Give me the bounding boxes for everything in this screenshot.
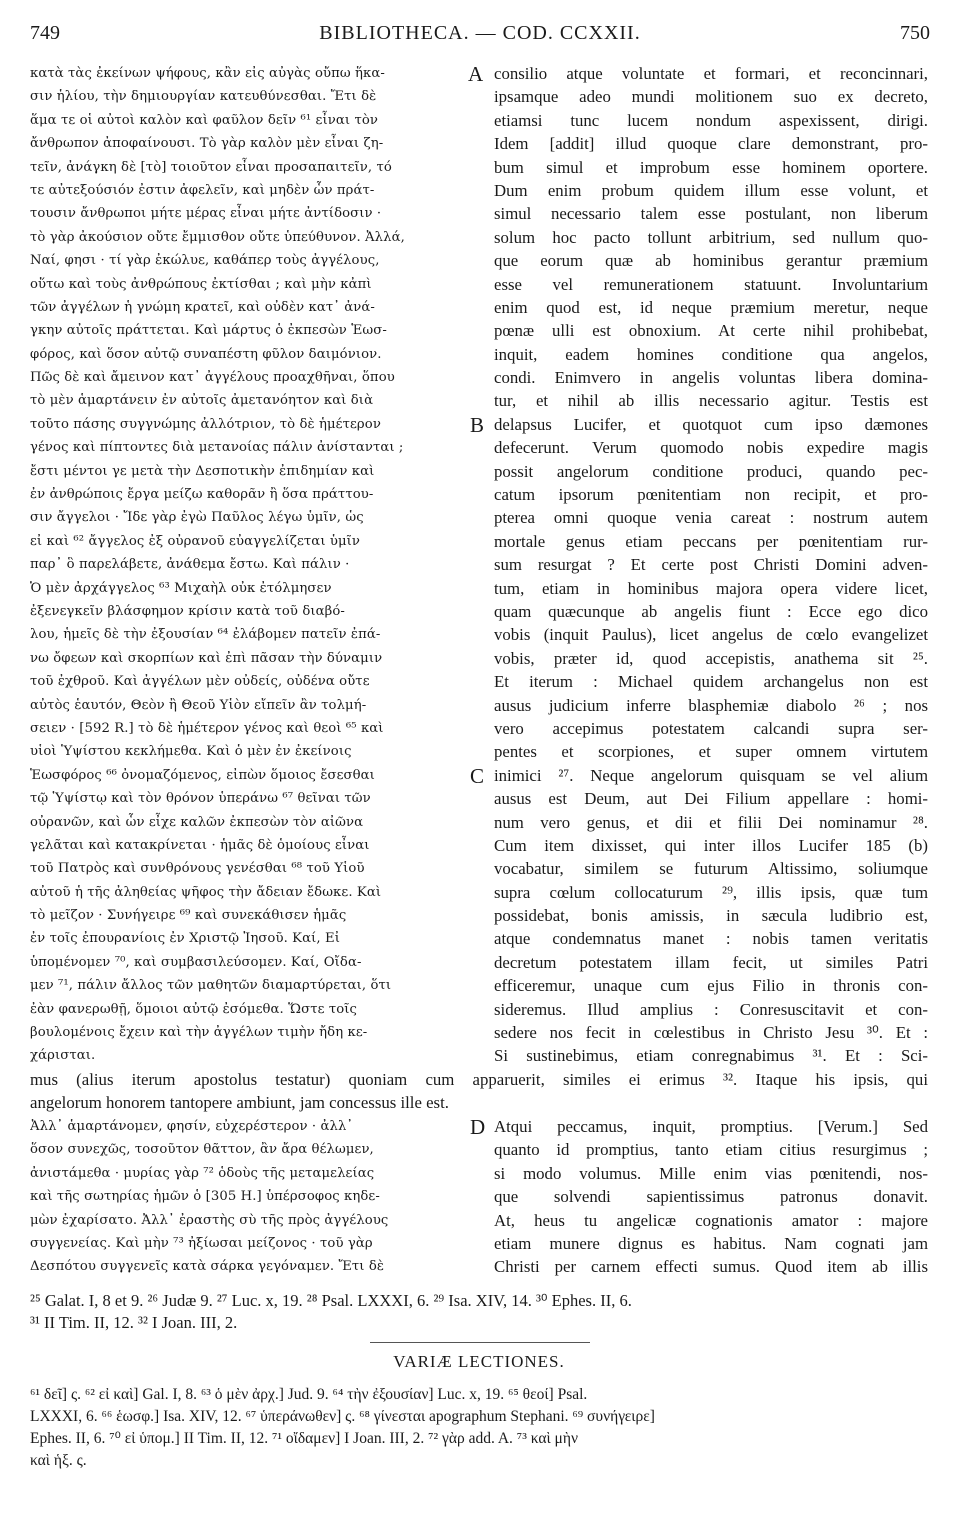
greek-text-line: ἐὰν φανερωθῇ, ὅμοιοι αὐτῷ ἐσόμεθα. Ὥστε τοῖς — [30, 1001, 358, 1017]
greek-text-line: τεῖν, ἀνάγκη δὲ [τὸ] τοιοῦτον εἶναι προσαπαιτεῖν, τό — [30, 159, 392, 175]
latin-text-line: Si sustinebimus, etiam conregnabimus ³¹. Et : Sci- — [494, 1046, 928, 1066]
greek-text-line: ὑπομένομεν ⁷⁰, καὶ συμβασιλεύσομεν. Καί, Οἴδα- — [30, 954, 362, 970]
greek-text-line: κατὰ τὰς ἐκείνων ψήφους, κἂν εἰς αὐγὰς οὔπω ἥκα- — [30, 66, 385, 81]
latin-text-line: quam quæcunque ab angelis fiunt : Ecce ego dico — [494, 601, 928, 621]
greek-text-line: οὐρανῶν, καὶ ὧν εἶχε καλῶν ἐκπεσὼν τὸν αἰῶνα — [30, 814, 364, 830]
greek-text-line: Ναί, φησι · τί γὰρ ἐκώλυε, καθάπερ τοὺς ἀγγέλους, — [30, 253, 380, 269]
page-number-left: 749 — [30, 22, 60, 44]
latin-text-line: consilio atque voluntate et formari, et reconcinnari, — [494, 64, 928, 83]
greek-text-line: Ἀλλ᾽ ἁμαρτάνομεν, φησίν, εὐχερέστερον · ἀλλ᾽ — [30, 1119, 354, 1134]
latin-text-line: supra cœlum collocaturum ²⁹, illis ipsis, quæ tum — [494, 882, 928, 902]
greek-text-line: παρ᾽ ὃ παρελάβετε, ἀνάθεμα ἔστω. Καὶ πάλιν · — [30, 557, 350, 573]
latin-text-line: inimici ²⁷. Neque angelorum quisquam se vel alium — [494, 765, 928, 785]
greek-column-lower — [30, 1115, 468, 1279]
greek-text-line: σιν ἡλίου, τὴν δημιουργίαν κατευθύνεσθαι. Ἔτι δὲ — [30, 89, 377, 105]
latin-text-line: etiamsi tunc lucem nondum aspexissent, dirigi. — [494, 110, 928, 130]
greek-text-line: τῶν ἀγγέλων ἡ γνώμη κρατεῖ, καὶ οὐδὲν κατ᾽ ἀνά- — [30, 299, 375, 315]
latin-text-line: pterea omni quoque venia careat : nostrum autem — [494, 508, 928, 528]
margin-marker-c: C — [470, 764, 485, 788]
full-text-line: angelorum honorem tantopere ambiunt, jam concessus ille est. — [30, 1093, 449, 1113]
greek-text-line: μεν ⁷¹, πάλιν ἄλλος τῶν μαθητῶν διαμαρτύρεται, ὅτι — [30, 978, 392, 994]
greek-text-line: χάρισται. — [30, 1048, 96, 1064]
latin-text-line: Atqui peccamus, inquit, promptius. [Verum.] Sed — [494, 1117, 928, 1136]
latin-text-line: solum hoc pacto tollunt arbitrium, sed nullum quo- — [494, 227, 928, 247]
latin-text-line: sedere nos fecit in cœlestibus in Christo Jesu ³⁰. Et : — [494, 1023, 928, 1043]
latin-text-line: Dum enim probum quidem illum esse volunt, et — [494, 180, 928, 200]
latin-text-line: inquit, eadem homines conditione qua angelos, — [494, 344, 928, 364]
greek-text-line: γκην αὐτοῖς πράττεται. Καὶ μάρτυς ὁ ἐκπεσὼν Ἑωσ- — [30, 323, 387, 339]
footnotes — [30, 1290, 930, 1334]
greek-text-line: οὕτω καὶ τοὺς ἀνθρώπους ἐκτίσθαι ; καὶ μὴν κἀπὶ — [30, 276, 372, 292]
latin-column — [494, 62, 928, 1068]
greek-text-line: φόρος, καὶ ὅσον αὐτῷ συναπέστη φῦλον δαιμόνιον. — [30, 346, 382, 362]
greek-text-line: γένος καὶ πίπτοντες διὰ μετανοίας πάλιν ἀνίστανται ; — [30, 440, 404, 456]
latin-text-line: etiam munere dignus es habitus. Nam cognati jam — [494, 1233, 928, 1253]
greek-text-line: ἐν ἀνθρώποις ἔργα μείζω καθορᾶν ἢ ὅσα πράττου- — [30, 487, 374, 503]
variant-reading-line: ⁶¹ δεῖ] ς. ⁶² εἰ καὶ] Gal. I, 8. ⁶³ ὁ μὲν ἀρχ.] Jud. 9. ⁶⁴ τὴν ἐξουσίαν] Luc. x, 19. ⁶⁵ θεοί] Psal. — [30, 1386, 588, 1403]
greek-text-line: τὸ μεῖζον · Συνήγειρε ⁶⁹ καὶ συνεκάθισεν ἡμᾶς — [30, 908, 347, 924]
latin-text-line: possidebat, bonis amissis, in sæcula ludibrio est, — [494, 906, 928, 926]
greek-text-line: καὶ τῆς σωτηρίας ἡμῶν ὁ [305 H.] ὑπέρσοφος κηδε- — [30, 1189, 380, 1205]
greek-text-line: τοῦ ἐχθροῦ. Καὶ ἀγγέλων μὲν οὐδείς, οὐδένα οὔτε — [30, 674, 370, 690]
greek-text-line: λου, ἡμεῖς δὲ τὴν ἐξουσίαν ⁶⁴ ἐλάβομεν πατεῖν ἐπά- — [30, 627, 381, 643]
page-title: BIBLIOTHECA. — COD. CCXXII. — [319, 22, 641, 44]
greek-text-line: τὸ μὲν ἁμαρτάνειν ἐν αὐτοῖς ἀμετανόητον καὶ διὰ — [30, 393, 374, 409]
greek-text-line: γελᾶται καὶ κατακρίνεται · ἡμᾶς δὲ ὁμοίους εἶναι — [30, 837, 370, 853]
latin-text-line: si modo volumus. Mille enim vias pœnitendi, nos- — [494, 1163, 928, 1183]
greek-text-line: Ὁ μὲν ἀρχάγγελος ⁶³ Μιχαὴλ οὐκ ἐτόλμησεν — [30, 580, 332, 596]
footnote-line: ²⁵ Galat. I, 8 et 9. ²⁶ Judæ 9. ²⁷ Luc. x, 19. ²⁸ Psal. LXXXI, 6. ²⁹ Isa. XIV, 14. ³⁰ Ephes. II, 6. — [30, 1291, 632, 1310]
greek-text-line: τοῦτο πάσης συγγνώμης ἀλλότριον, τὸ δὲ ἡμέτερον — [30, 416, 381, 432]
latin-text-line: quanto id promptius, tanto etiam citius resurgimus ; — [494, 1140, 928, 1160]
greek-text-line: αὐτὸς ἑαυτόν, Θεὸν ἢ Θεοῦ Υἱὸν εἴπεῖν ἂν τολμή- — [30, 697, 367, 713]
latin-text-line: Et iterum : Michael quidem archangelus non est — [494, 672, 928, 692]
greek-text-line: ἔστι μέντοι γε μετὰ τὴν Δεσποτικὴν ἐπιδημίαν καὶ — [30, 463, 375, 479]
greek-text-line: νω ὄφεων καὶ σκορπίων καὶ ἐπὶ πᾶσαν τὴν δύναμιν — [30, 650, 383, 666]
latin-text-line: vero accepimus potestatem calcandi supra ser- — [494, 718, 928, 738]
latin-text-line: ausus judicium inferre blasphemiæ diabolo ²⁶ ; nos — [494, 695, 928, 715]
greek-text-line: τουσιν ἄνθρωποι μήτε μέρας εἶναι μήτε ἀντίδοσιν · — [30, 206, 382, 222]
greek-text-line: μὼν ἐχαρίσατο. Ἀλλ᾽ ἐραστὴς σὺ τῆς πρὸς ἀγγέλους — [30, 1212, 389, 1228]
latin-text-line: Christi per carnem effecti sumus. Quod item ab illis — [494, 1257, 928, 1277]
greek-text-line: ἐξενεγκεῖν βλάσφημον κρίσιν κατὰ τοῦ διαβό- — [30, 603, 345, 619]
latin-text-line: num vero genus, et dii et filii Dei nominamur ²⁸. — [494, 812, 928, 832]
greek-text-line: ἐν τοῖς ἐπουρανίοις ἐν Χριστῷ Ἰησοῦ. Καί, Εἰ — [30, 931, 340, 947]
greek-text-line: σιν ἄγγελοι · Ἴδε γὰρ ἐγὼ Παῦλος λέγω ὑμῖν, ὡς — [30, 510, 364, 526]
latin-text-line: ausus est Deum, aut Dei Filium appellare : homi- — [494, 789, 928, 809]
latin-text-line: que eorum quæ ab hominibus gerantur præmium — [494, 251, 928, 271]
margin-marker-a: A — [468, 62, 484, 86]
greek-text-line: Ἑωσφόρος ⁶⁶ ὀνομαζόμενος, εἰπὼν ὅμοιος ἔσεσθαι — [30, 767, 375, 783]
variae-lectiones — [30, 1384, 930, 1472]
latin-text-line: Idem [addit] illud quoque clare demonstrant, pro- — [494, 134, 928, 154]
greek-text-line: ὅσον συνεχῶς, τοσοῦτον θᾶττον, ἂν ἄρα θέλωμεν, — [30, 1142, 374, 1158]
greek-text-line: τῷ Ὑψίστῳ καὶ τὸν θρόνον ὑπεράνω ⁶⁷ θεῖναι τῶν — [30, 791, 371, 807]
variant-reading-line: Ephes. II, 6. ⁷⁰ εἰ ὑπομ.] II Tim. II, 12. ⁷¹ οἴδαμεν] I Joan. III, 2. ⁷² γὰρ add. A. ⁷³ καὶ μὴν — [30, 1430, 578, 1447]
greek-text-line: εἰ καὶ ⁶² ἄγγελος ἐξ οὐρανοῦ εὐαγγελίζεται ὑμῖν — [30, 533, 361, 549]
latin-text-line: At, heus tu angelicæ cognationis amator : majore — [494, 1210, 928, 1230]
greek-text-line: τὸ γὰρ ἀκούσιον οὔτε ἔμμισθον οὔτε ὑπεύθυνον. Ἀλλά, — [30, 229, 405, 245]
latin-text-line: tur, et nihil ab illis necessario agitur. Testis est — [494, 391, 928, 411]
latin-text-line: sideremus. Illud amplius : Conresuscitavit et con- — [494, 999, 928, 1019]
footnote-line: ³¹ II Tim. II, 12. ³² I Joan. III, 2. — [30, 1313, 238, 1332]
greek-text-line: τε αὐτεξούσιόν ἐστιν ἀφελεῖν, καὶ μηδὲν ὧν πράτ- — [30, 182, 375, 198]
greek-text-line: ἅμα τε οἱ αὐτοὶ καλὸν καὶ φαῦλον δεῖν ⁶¹ εἶναι τὸν — [30, 112, 378, 128]
divider — [370, 1342, 590, 1343]
page-number-right: 750 — [900, 22, 930, 44]
greek-text-line: βουλομένοις ἔχειν καὶ τὴν ἀγγέλων τιμὴν ἤδη κε- — [30, 1025, 368, 1041]
latin-text-line: simul necessario talem esse postulant, non liberum — [494, 204, 928, 224]
latin-text-line: esse vel remunerationem statuunt. Involuntarium — [494, 274, 928, 294]
greek-text-line: ἀνιστάμεθα · μυρίας γὰρ ⁷² ὁδοὺς τῆς μεταμελείας — [30, 1165, 375, 1181]
latin-text-line: vobis, præter id, quod accepistis, anathema sit ²⁵. — [494, 648, 928, 668]
latin-text-line: ipsamque adeo mundi molitionem suo ex decreto, — [494, 87, 928, 107]
latin-text-line: pentes et scorpiones, et super omnem virtutem — [494, 742, 928, 762]
latin-text-line: sum resurgat ? Et certe post Christi Domini adven- — [494, 555, 928, 575]
variant-reading-line: LXXXI, 6. ⁶⁶ ἑωσφ.] Isa. XIV, 12. ⁶⁷ ὑπεράνωθεν] ς. ⁶⁸ γίνεσται apographum Stephani. ⁶⁹ συνήγειρε] — [30, 1408, 655, 1425]
greek-text-line: υἱοὶ Ὑψίστου κεκλήμεθα. Καὶ ὁ μὲν ἐν ἐκείνοις — [30, 744, 352, 760]
greek-text-line: αὐτοῦ ἡ τῆς ἀληθείας ψῆφος τὴν ἄδειαν ἔδωκε. Καὶ — [30, 884, 382, 900]
latin-text-line: defecerunt. Verum quomodo nobis expedire magis — [494, 438, 928, 458]
greek-text-line: τοῦ Πατρὸς καὶ συνθρόνους γενέσθαι ⁶⁸ τοῦ Υἱοῦ — [30, 861, 365, 877]
latin-text-line: vocabatur, similem se futurum Altissimo, soliumque — [494, 859, 928, 879]
latin-text-line: pœnæ ulli est obnoxium. At certe nihil prohibebat, — [494, 321, 928, 341]
latin-column-lower — [494, 1115, 928, 1279]
latin-text-line: possit angelorum conditione produci, quando pec- — [494, 461, 928, 481]
margin-marker-b: B — [470, 413, 485, 437]
latin-text-line: condi. Enimvero in angelis voluntas libera domina- — [494, 368, 928, 388]
greek-text-line: συγγενείας. Καὶ μὴν ⁷³ ἠξίωσαι μείζονος · τοῦ γὰρ — [30, 1235, 373, 1251]
latin-text-line: mortale genus etiam peccans per pœnitentiam rur- — [494, 531, 928, 551]
full-width-text — [30, 1068, 928, 1115]
full-text-line: mus (alius iterum apostolus testatur) quoniam cum apparuerit, similes ei erimus ³². Itaque his ipsis, qui — [30, 1070, 928, 1089]
latin-text-line: bum simul et improbum esse hominem oportere. — [494, 157, 928, 177]
latin-text-line: delapsus Lucifer, et quotquot cum ipso dæmones — [494, 414, 928, 434]
latin-text-line: decretum potestatem illam fecit, ut similes Patri — [494, 952, 928, 972]
latin-text-line: efficeremur, unaque cum ejus Filio in thronis con- — [494, 976, 928, 996]
latin-text-line: vobis (inquit Paulus), licet angelus de cœlo evangelizet — [494, 625, 928, 645]
latin-text-line: que solvendi sapientissimus patronus donavit. — [494, 1187, 928, 1207]
latin-text-line: enim quod est, id neque præmium meretur, neque — [494, 297, 928, 317]
latin-text-line: Cum item dixisset, qui inter illos Lucifer 185 (b) — [494, 835, 928, 855]
margin-marker-d: D — [470, 1115, 486, 1139]
running-header — [30, 22, 930, 54]
variant-reading-line: καὶ ἡξ. ς. — [30, 1452, 87, 1469]
greek-text-line: Δεσπότου συγγενεῖς κατὰ σάρκα γεγόναμεν. Ἔτι δὲ — [30, 1259, 385, 1275]
greek-text-line: Πῶς δὲ καὶ ἄμεινον κατ᾽ ἀγγέλους προαχθῆναι, ὅπου — [30, 370, 395, 386]
latin-text-line: tum, etiam in hominibus majora opera videre licet, — [494, 578, 928, 598]
greek-column — [30, 62, 468, 1068]
latin-text-line: atque condemnatus manet : nobis tamen veritatis — [494, 929, 928, 949]
latin-text-line: catum ipsorum pœnitentiam non recipit, et pro- — [494, 485, 928, 505]
greek-text-line: ἄνθρωπον ἀποφαίνουσι. Τὸ γὰρ καλὸν μὲν εἶναι ζη- — [30, 136, 384, 152]
variae-lectiones-title: VARIÆ LECTIONES. — [393, 1352, 565, 1371]
greek-text-line: σειεν · [592 R.] τὸ δὲ ἡμέτερον γένος καὶ θεοὶ ⁶⁵ καὶ — [30, 720, 384, 736]
